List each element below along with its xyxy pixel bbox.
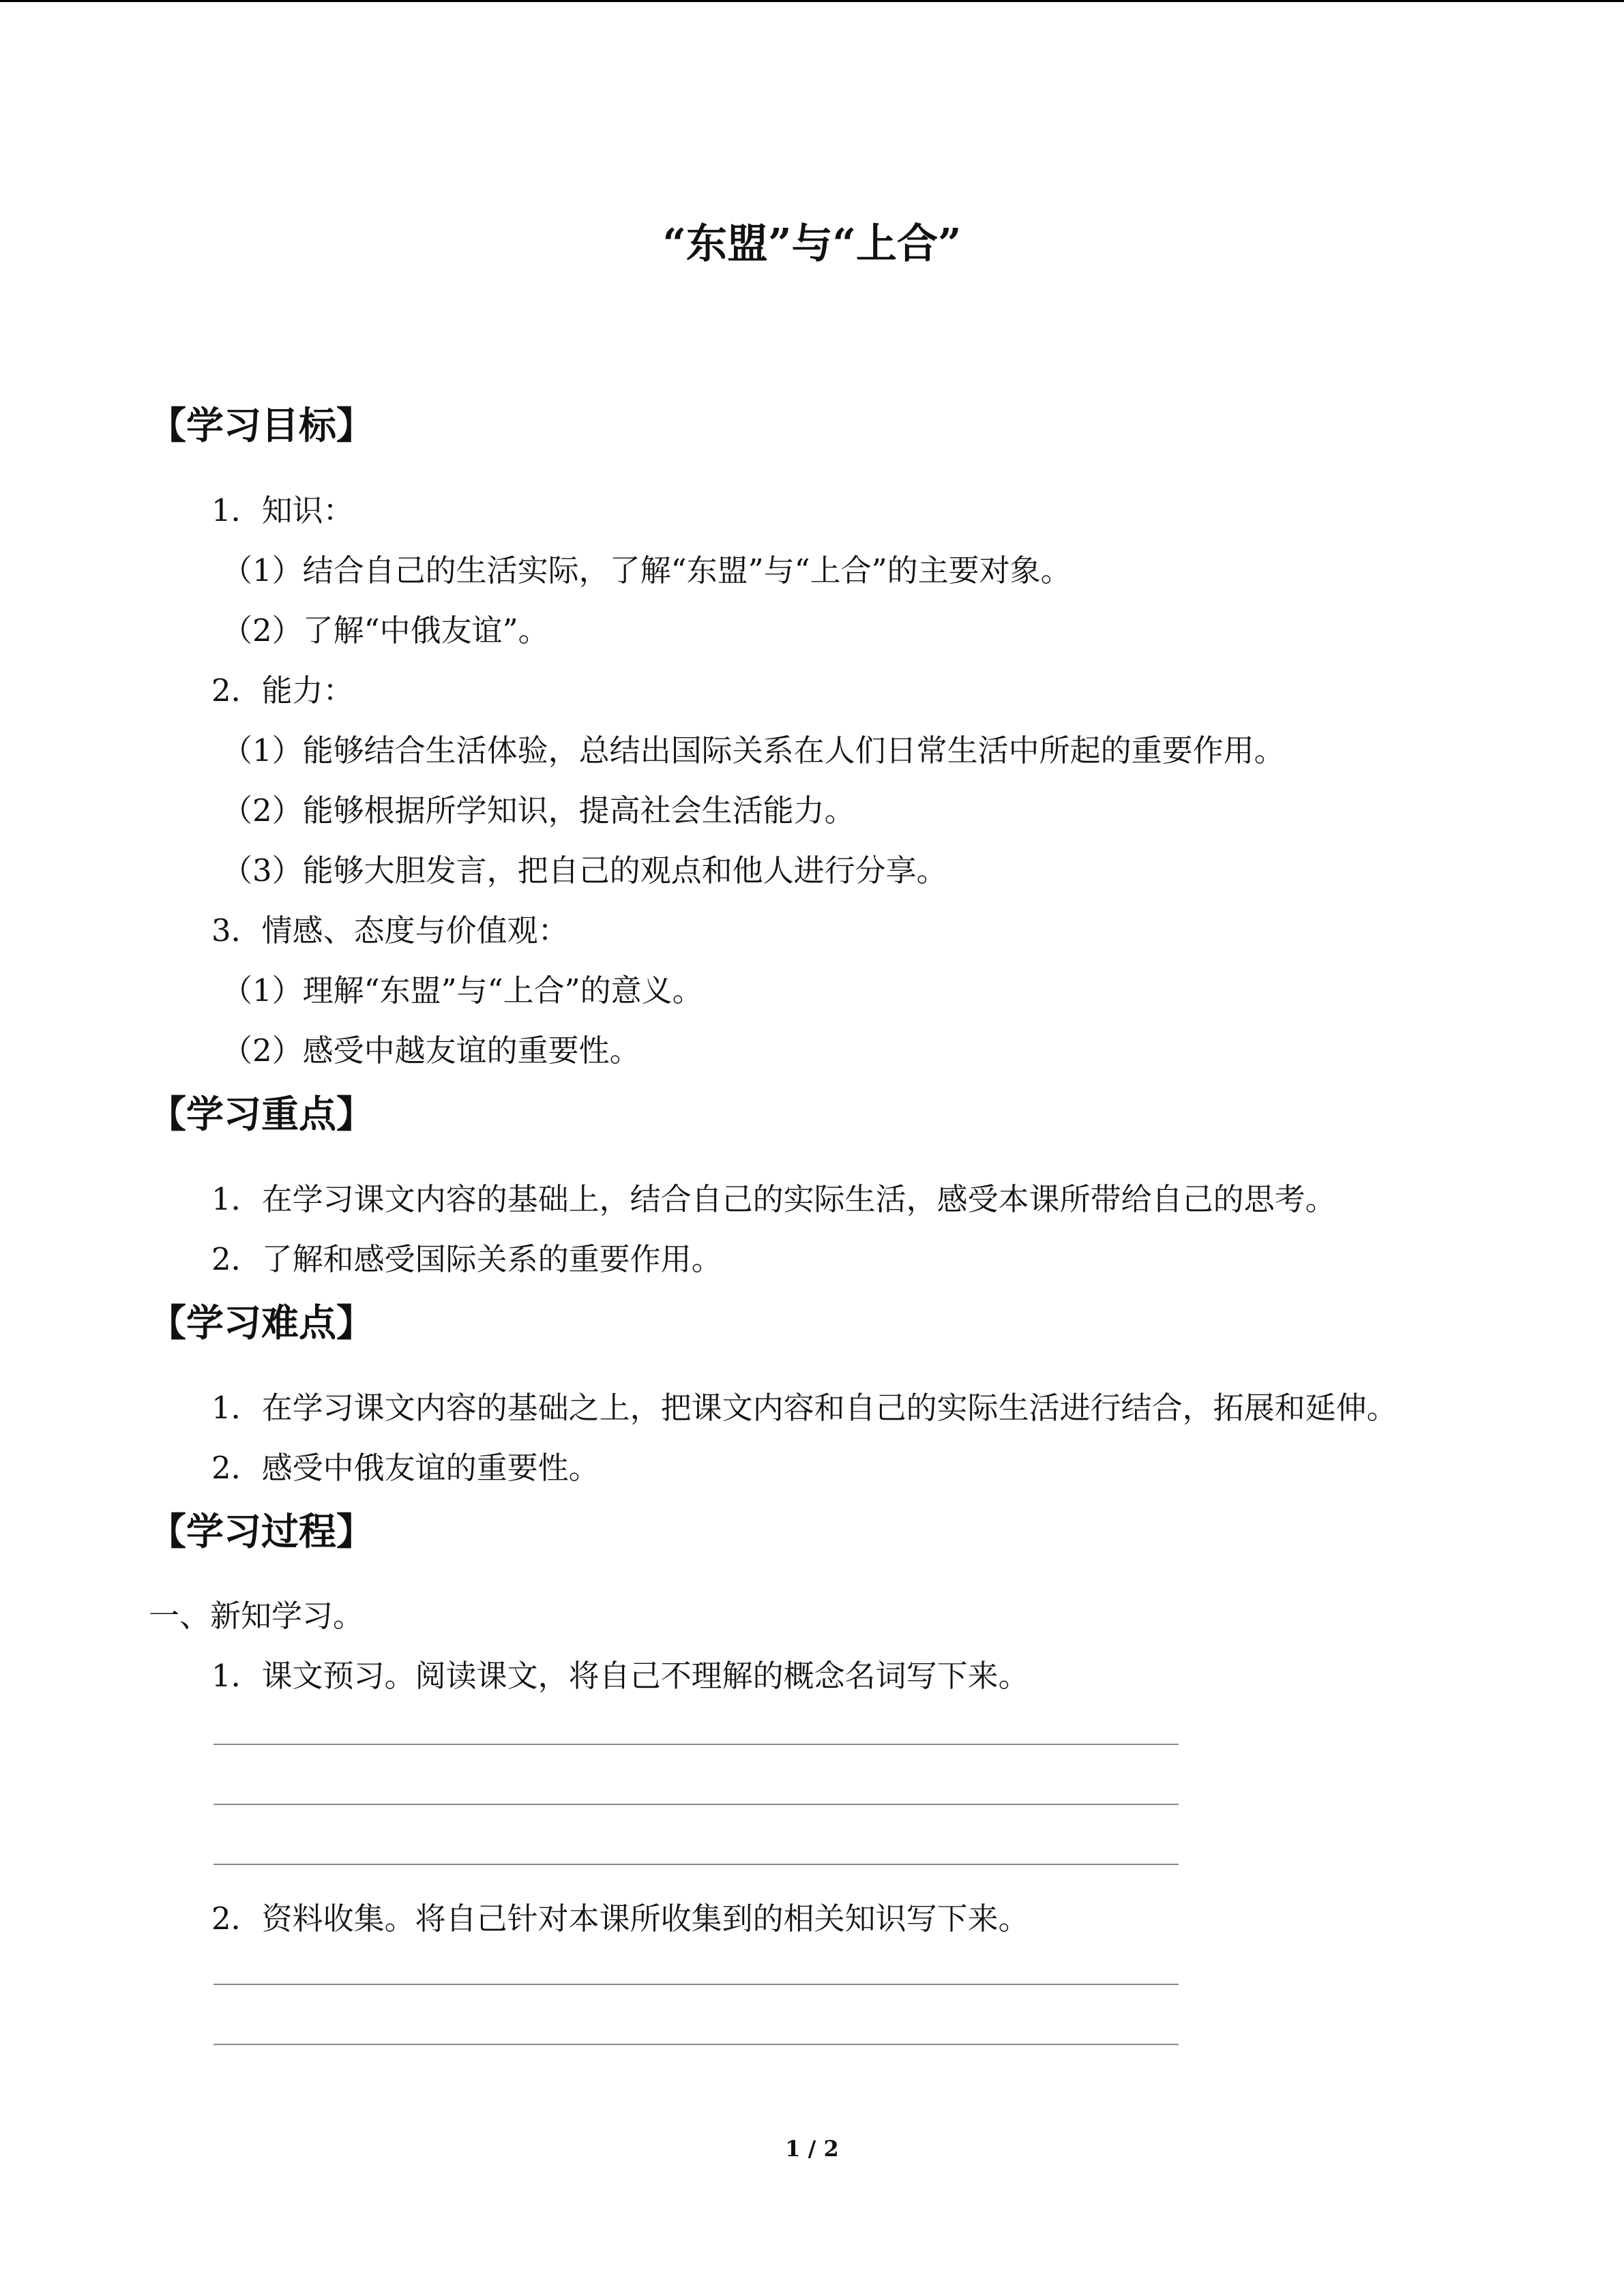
process-part-title: 一、新知学习。 bbox=[149, 1598, 364, 1634]
objective-line: 1．知识： bbox=[211, 492, 354, 528]
task-prompt: 1．课文预习。阅读课文，将自己不理解的概念名词写下来。 bbox=[211, 1658, 1029, 1694]
objective-line: （1）结合自己的生活实际，了解“东盟”与“上合”的主要对象。 bbox=[222, 552, 1072, 588]
difficulty-line: 1．在学习课文内容的基础之上，把课文内容和自己的实际生活进行结合，拓展和延伸。 bbox=[211, 1390, 1398, 1426]
key-point-line: 1．在学习课文内容的基础上，结合自己的实际生活，感受本课所带给自己的思考。 bbox=[211, 1181, 1336, 1217]
document-title: “东盟”与“上合” bbox=[662, 220, 962, 268]
objective-line: （1）理解“东盟”与“上合”的意义。 bbox=[222, 972, 703, 1009]
section-heading-process: 【学习过程】 bbox=[149, 1509, 374, 1553]
objective-line: 3．情感、态度与价值观： bbox=[211, 912, 569, 949]
answer-line[interactable] bbox=[213, 1744, 1179, 1745]
objective-line: （2）能够根据所学知识，提高社会生活能力。 bbox=[222, 792, 855, 829]
objective-line: （1）能够结合生活体验，总结出国际关系在人们日常生活中所起的重要作用。 bbox=[222, 732, 1285, 769]
objective-line: （3）能够大胆发言，把自己的观点和他人进行分享。 bbox=[222, 852, 947, 889]
key-point-line: 2．了解和感受国际关系的重要作用。 bbox=[211, 1241, 722, 1277]
top-border-rule bbox=[0, 0, 1624, 2]
section-heading-key-points: 【学习重点】 bbox=[149, 1092, 374, 1136]
page-number: 1 / 2 bbox=[785, 2136, 839, 2162]
objective-line: （2）感受中越友谊的重要性。 bbox=[222, 1032, 640, 1069]
answer-line[interactable] bbox=[213, 1804, 1179, 1805]
objective-line: （2）了解“中俄友谊”。 bbox=[222, 612, 549, 648]
answer-line[interactable] bbox=[213, 1864, 1179, 1865]
objective-line: 2．能力： bbox=[211, 672, 354, 709]
section-heading-difficulties: 【学习难点】 bbox=[149, 1300, 374, 1345]
answer-line[interactable] bbox=[213, 2044, 1179, 2045]
task-prompt: 2．资料收集。将自己针对本课所收集到的相关知识写下来。 bbox=[211, 1900, 1029, 1937]
section-heading-objectives: 【学习目标】 bbox=[149, 403, 374, 447]
difficulty-line: 2．感受中俄友谊的重要性。 bbox=[211, 1450, 600, 1486]
answer-line[interactable] bbox=[213, 1984, 1179, 1985]
